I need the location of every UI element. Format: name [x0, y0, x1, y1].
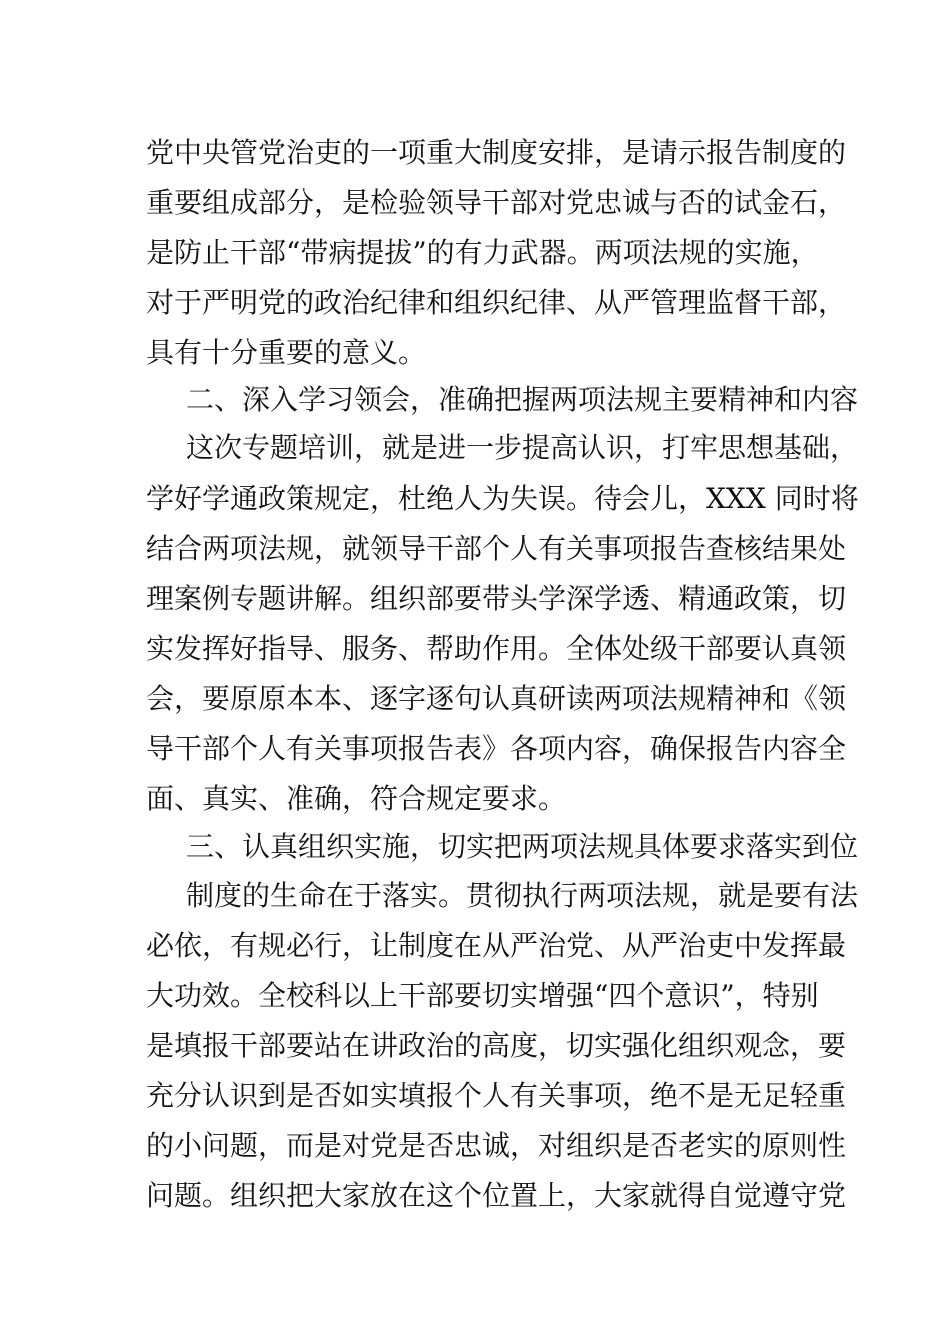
- text-line: 学好学通政策规定，杜绝人为失误。待会儿，XXX 同时将: [146, 482, 859, 515]
- text-line: 理案例专题讲解。组织部要带头学深学透、精通政策，切: [146, 582, 847, 615]
- text-line: 具有十分重要的意义。: [146, 336, 427, 369]
- text-line: 这次专题培训，就是进一步提高认识，打牢思想基础，: [186, 431, 859, 464]
- text-line: 党中央管党治吏的一项重大制度安排，是请示报告制度的: [146, 136, 847, 169]
- text-line: 结合两项法规，就领导干部个人有关事项报告查核结果处: [146, 532, 847, 565]
- text-line: 大功效。全校科以上干部要切实增强“四个意识”，特别: [146, 979, 819, 1012]
- text-line: 问题。组织把大家放在这个位置上，大家就得自觉遵守党: [146, 1179, 847, 1212]
- text-line: 会，要原原本本、逐字逐句认真研读两项法规精神和《领: [146, 682, 847, 715]
- text-line: 充分认识到是否如实填报个人有关事项，绝不是无足轻重: [146, 1079, 847, 1112]
- text-line: 导干部个人有关事项报告表》各项内容，确保报告内容全: [146, 732, 847, 765]
- text-line: 重要组成部分，是检验领导干部对党忠诚与否的试金石，: [146, 186, 847, 219]
- text-line: 对于严明党的政治纪律和组织纪律、从严管理监督干部，: [146, 286, 847, 319]
- text-line: 制度的生命在于落实。贯彻执行两项法规，就是要有法: [186, 879, 859, 912]
- section-heading: 三、认真组织实施，切实把两项法规具体要求落实到位: [186, 830, 859, 863]
- text-line: 实发挥好指导、服务、帮助作用。全体处级干部要认真领: [146, 632, 847, 665]
- text-line: 是填报干部要站在讲政治的高度，切实强化组织观念，要: [146, 1029, 847, 1062]
- text-line: 是防止干部“带病提拔”的有力武器。两项法规的实施，: [146, 236, 819, 269]
- text-line: 面、真实、准确，符合规定要求。: [146, 782, 567, 815]
- section-heading: 二、深入学习领会，准确把握两项法规主要精神和内容: [186, 383, 859, 416]
- text-line: 的小问题，而是对党是否忠诚，对组织是否老实的原则性: [146, 1129, 847, 1162]
- text-line: 必依，有规必行，让制度在从严治党、从严治吏中发挥最: [146, 929, 847, 962]
